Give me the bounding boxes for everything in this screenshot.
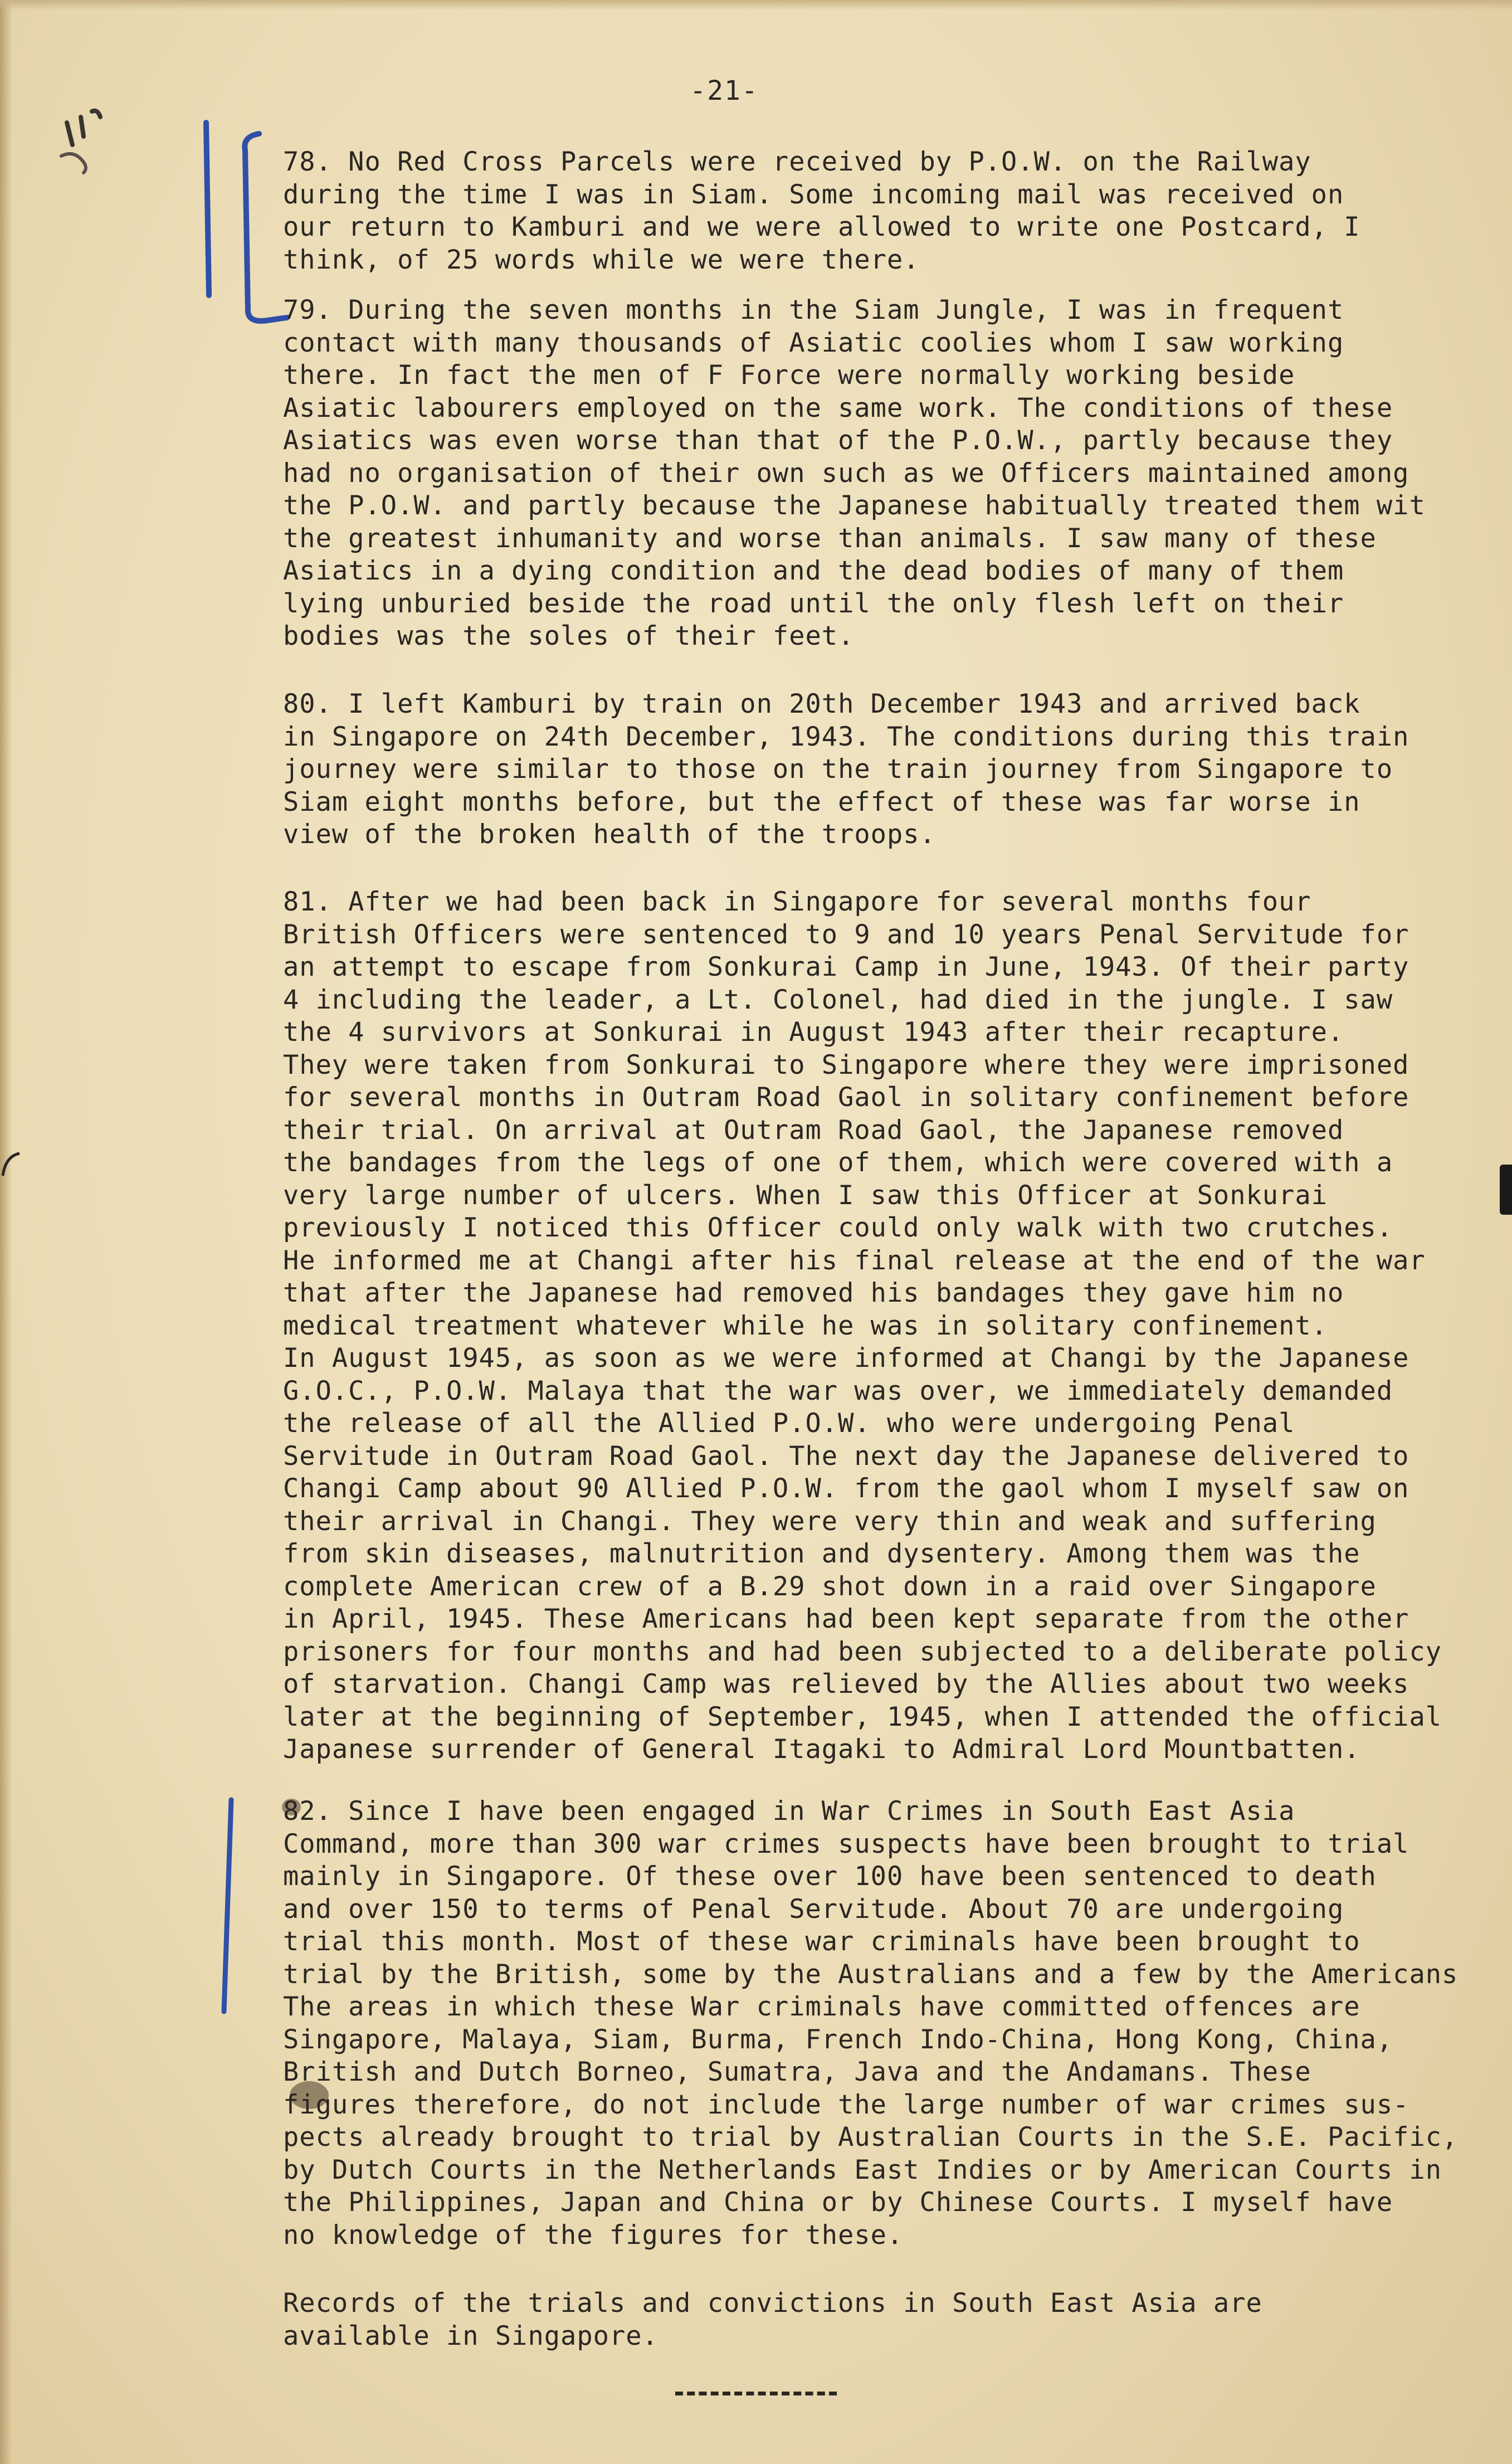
text-line: In August 1945, as soon as we were informed at Changi by the Japanese xyxy=(283,1343,1409,1374)
page-edge-shadow xyxy=(0,0,12,2464)
text-line: trial this month. Most of these war criminals have been brought to xyxy=(283,1926,1360,1957)
text-line: Asiatic labourers employed on the same work. The conditions of these xyxy=(283,392,1393,423)
text-line: 78. No Red Cross Parcels were received by P.O.W. on the Railway xyxy=(283,147,1311,177)
text-line: trial by the British, some by the Australians and a few by the Americans xyxy=(283,1959,1459,1990)
text-line: medical treatment whatever while he was in solitary confinement. xyxy=(283,1310,1328,1341)
text-line: and over 150 to terms of Penal Servitude. About 70 are undergoing xyxy=(283,1893,1344,1925)
page-top-shadow xyxy=(0,0,1512,10)
text-line: Records of the trials and convictions in South East Asia are xyxy=(283,2288,1262,2319)
text-line: the bandages from the legs of one of them, which were covered with a xyxy=(283,1147,1393,1178)
page-number: -21- xyxy=(690,75,759,106)
paragraph-82 xyxy=(283,1795,1459,2252)
text-line: their trial. On arrival at Outram Road Gaol, the Japanese removed xyxy=(283,1114,1344,1146)
text-line: bodies was the soles of their feet. xyxy=(283,621,855,651)
paragraph-81 xyxy=(283,886,1442,1766)
text-line: no knowledge of the figures for these. xyxy=(283,2219,904,2251)
text-line: pects already brought to trial by Australian Courts in the S.E. Pacific, xyxy=(283,2122,1459,2153)
text-line: from skin diseases, malnutrition and dysentery. Among them was the xyxy=(283,1538,1360,1569)
text-line: previously I noticed this Officer could only walk with two crutches. xyxy=(283,1212,1393,1243)
text-line: lying unburied beside the road until the only flesh left on their xyxy=(283,588,1344,619)
text-line: The areas in which these War criminals have committed offences are xyxy=(283,1991,1360,2022)
text-line: British and Dutch Borneo, Sumatra, Java and the Andamans. These xyxy=(283,2057,1311,2087)
text-line: figures therefore, do not include the large number of war crimes sus- xyxy=(283,2089,1409,2120)
text-line: later at the beginning of September, 1945, when I attended the official xyxy=(283,1701,1442,1732)
text-line: had no organisation of their own such as we Officers maintained among xyxy=(283,457,1409,489)
edge-mark-left xyxy=(0,1148,22,1181)
text-line: British Officers were sentenced to 9 and 10 years Penal Servitude for xyxy=(283,919,1409,950)
text-line: the 4 survivors at Sonkurai in August 1943 after their recapture. xyxy=(283,1017,1344,1048)
text-line: Japanese surrender of General Itagaki to Admiral Lord Mountbatten. xyxy=(283,1734,1360,1765)
text-line: available in Singapore. xyxy=(283,2320,659,2351)
text-line: of starvation. Changi Camp was relieved by the Allies about two weeks xyxy=(283,1669,1409,1700)
text-line: the Philippines, Japan and China or by Chinese Courts. I myself have xyxy=(283,2187,1393,2218)
text-line: Command, more than 300 war crimes suspects have been brought to trial xyxy=(283,1828,1409,1859)
text-line: contact with many thousands of Asiatic coolies whom I saw working xyxy=(283,327,1344,358)
paragraph-80 xyxy=(283,688,1408,851)
text-line: Singapore, Malaya, Siam, Burma, French Indo-China, Hong Kong, China, xyxy=(283,2024,1393,2055)
text-line: mainly in Singapore. Of these over 100 have been sentenced to death xyxy=(283,1861,1377,1892)
closing-separator xyxy=(675,2392,837,2395)
text-line: the release of all the Allied P.O.W. who were undergoing Penal xyxy=(283,1408,1295,1439)
text-line: there. In fact the men of F Force were normally working beside xyxy=(283,360,1295,391)
text-line: very large number of ulcers. When I saw this Officer at Sonkurai xyxy=(283,1180,1328,1211)
text-line: prisoners for four months and had been subjected to a deliberate policy xyxy=(283,1636,1442,1667)
text-line: complete American crew of a B.29 shot down in a raid over Singapore xyxy=(283,1571,1377,1602)
text-line: Siam eight months before, but the effect of these was far worse in xyxy=(283,786,1360,817)
text-line: 80. I left Kamburi by train on 20th December 1943 and arrived back xyxy=(283,689,1360,719)
text-line: their arrival in Changi. They were very thin and weak and suffering xyxy=(283,1506,1377,1537)
text-line: 81. After we had been back in Singapore for several months four xyxy=(283,887,1311,917)
text-line: 79. During the seven months in the Siam Jungle, I was in frequent xyxy=(283,295,1344,325)
paragraph-79 xyxy=(283,294,1426,653)
text-line: journey were similar to those on the train journey from Singapore to xyxy=(283,754,1393,785)
text-line: 82. Since I have been engaged in War Crimes in South East Asia xyxy=(283,1796,1295,1827)
paragraph-78 xyxy=(283,146,1408,276)
text-line: think, of 25 words while we were there. xyxy=(283,244,920,275)
text-line: Asiatics was even worse than that of the P.O.W., partly because they xyxy=(283,425,1393,456)
text-line: for several months in Outram Road Gaol in solitary confinement before xyxy=(283,1082,1409,1113)
text-line: Servitude in Outram Road Gaol. The next day the Japanese delivered to xyxy=(283,1440,1409,1472)
text-line: an attempt to escape from Sonkurai Camp in June, 1943. Of their party xyxy=(283,952,1409,982)
blue-pen-line-icon xyxy=(212,1789,245,2023)
text-line: our return to Kamburi and we were allowed to write one Postcard, I xyxy=(283,212,1360,242)
binder-tab-right xyxy=(1500,1165,1512,1215)
text-line: 4 including the leader, a Lt. Colonel, had died in the jungle. I saw xyxy=(283,984,1393,1015)
text-line: in Singapore on 24th December, 1943. The conditions during this train xyxy=(283,721,1409,752)
text-line: in April, 1945. These Americans had been kept separate from the other xyxy=(283,1604,1409,1634)
paragraph-closing xyxy=(283,2287,1408,2353)
text-line: They were taken from Sonkurai to Singapore where they were imprisoned xyxy=(283,1049,1409,1080)
text-line: Changi Camp about 90 Allied P.O.W. from the gaol whom I myself saw on xyxy=(283,1473,1409,1504)
text-line: He informed me at Changi after his final release at the end of the war xyxy=(283,1245,1426,1276)
text-line: during the time I was in Siam. Some incoming mail was received on xyxy=(283,179,1344,210)
text-line: Asiatics in a dying condition and the dead bodies of many of them xyxy=(283,556,1344,586)
text-line: that after the Japanese had removed his bandages they gave him no xyxy=(283,1278,1344,1308)
text-line: by Dutch Courts in the Netherlands East Indies or by American Courts in xyxy=(283,2154,1442,2185)
text-line: G.O.C., P.O.W. Malaya that the war was over, we immediately demanded xyxy=(283,1375,1393,1406)
text-line: the greatest inhumanity and worse than animals. I saw many of these xyxy=(283,523,1377,554)
pencil-scribble-icon xyxy=(50,84,162,184)
text-line: view of the broken health of the troops. xyxy=(283,819,936,850)
text-line: the P.O.W. and partly because the Japanese habitually treated them wit xyxy=(283,490,1426,521)
